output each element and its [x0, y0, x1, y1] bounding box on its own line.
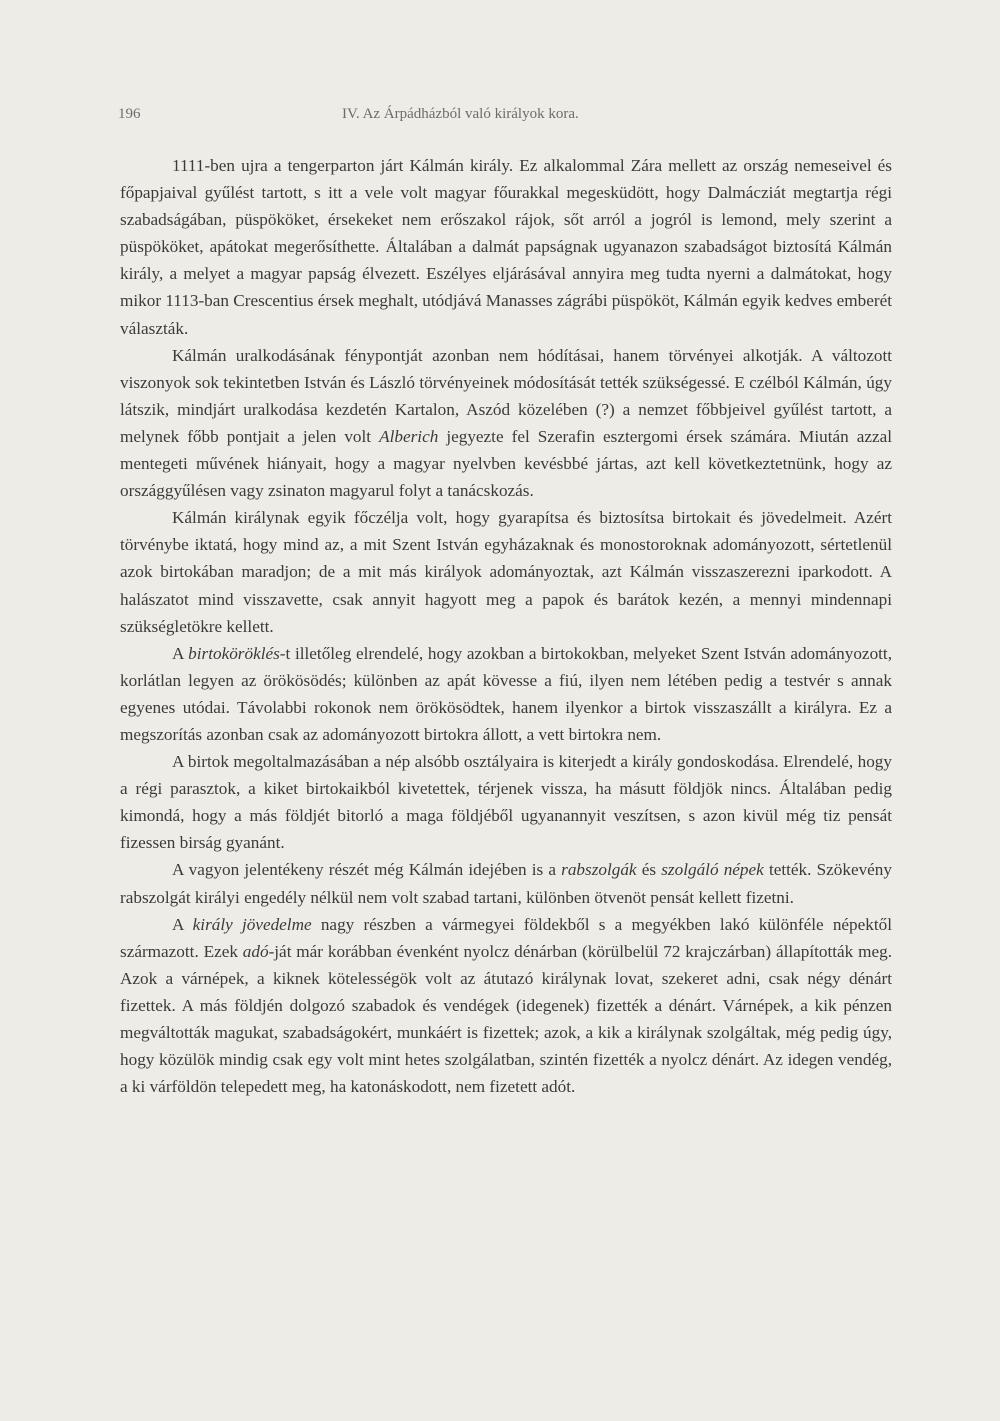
paragraph-1 [120, 152, 892, 342]
paragraph-text: 1111-ben ujra a tengerparton járt Kálmán király. Ez alkalommal Zára mellett az ország nemeseivel és főpapjaival gyűlést tartott, s itt a vele volt magyar főurakkal megesküdött, hogy Dalmácziát megtartja régi szabadságában, püspököket, érsekeket nem erőszakol rájok, sőt arról a jogról is lemond, mely szerint a püspököket, apátokat megerősíthette. Általában a dalmát papságnak ugyanazon szabadságot biztosítá Kálmán király, a melyet a magyar papság élvezett. Eszélyes eljárásával annyira meg tudta nyerni a dalmátokat, hogy mikor 1113-ban Crescentius érsek meghalt, utódjává Manasses zágrábi püspököt, Kálmán egyik kedves emberét választák. [120, 156, 892, 338]
paragraph-4 [120, 640, 892, 748]
paragraph-text: Kálmán uralkodásának fénypontját azonban nem hódításai, hanem törvényei alkotják. A változott viszonyok sok tekintetben István és László törvényeinek módosítását tették szükségessé. E czélból Kálmán, úgy látszik, mindjárt uralkodása kezdetén Kartalon, Aszód közelében (?) a nemzet főbbjeivel gyűlést tartott, a melynek főbb pontjait a jelen volt [120, 345, 892, 446]
paragraph-5 [120, 748, 892, 856]
italic-term: birtoköröklés [188, 643, 280, 663]
paragraph-text: Kálmán királynak egyik főczélja volt, hogy gyarapítsa és biztosítsa birtokait és jövedelmeit. Azért törvénybe iktatá, hogy mind az, a mit Szent István egyházaknak és monostoroknak adományozott, sértetlenül azok birtokában maradjon; de a mit más királyok adományoztak, azt Kálmán visszaszerezni iparkodott. A halászatot mind visszavette, csak annyit hagyott meg a papok és barátok kezén, a mennyi mindennapi szükségletökre kellett. [120, 508, 892, 636]
paragraph-text: és [636, 860, 662, 880]
paragraph-text: nagy részben a vármegyei földekből s a megyékben lakó különféle népektől származott. Ezek [120, 914, 893, 961]
paragraph-text: -ját már korábban évenként nyolcz dénárban (körülbelül 72 krajczárban) állapították meg. Azok a várnépek, a kiknek kötelességök volt az átutazó királynak lovat, szekeret adni, csak négy dénárt fizettek. A más földjén dolgozó szabadok és vendégek (idegenek) fizették a dénárt. Várnépek, a kik pénzen megváltották magukat, szabadságokért, munkáért is fizettek; azok, a kik a királynak szolgáltak, még pedig úgy, hogy közülök mindig csak egy volt mint hetes szolgálatban, szintén fizették a nyolcz dénárt. Az idegen vendég, a ki várföldön telepedett meg, ha katonáskodott, nem fizetett adót. [120, 941, 893, 1097]
paragraph-7 [120, 911, 892, 1101]
paragraph-text: A vagyon jelentékeny részét még Kálmán idejében is a [172, 860, 562, 880]
paragraph-2 [120, 342, 892, 505]
paragraph-text: tették. Szökevény rabszolgát királyi engedély nélkül nem volt szabad tartani, különben ötvenöt pensát kellett fizetni. [120, 860, 892, 907]
italic-term: rabszolgák [561, 860, 637, 880]
paragraph-6 [120, 856, 892, 910]
paragraph-text: A birtok megoltalmazásában a nép alsóbb osztályaira is kiterjedt a király gondoskodása. Elrendelé, hogy a régi parasztok, a kiket birtokaikból kivetettek, térjenek vissza, ha másutt földjök nincs. Általában pedig kimondá, hogy a más földjét bitorló a maga földjéből ugyanannyit veszítsen, s azon kivül még tiz pensát fizessen birság gyanánt. [120, 752, 892, 853]
italic-term: király jövedelme [192, 914, 312, 934]
paragraph-text: A [172, 914, 193, 934]
page-number: 196 [118, 106, 141, 122]
italic-term: szolgáló népek [661, 860, 764, 880]
page-header [118, 106, 718, 130]
paragraph-text: jegyezte fel Szerafin esztergomi érsek számára. Miután azzal mentegeti művének hiányait, hogy a magyar nyelvben kevésbbé jártas, azt kell következtetnünk, hogy az országgyűlésen vagy zsinaton magyarul folyt a tanácskozás. [120, 426, 893, 501]
italic-term: Alberich [379, 426, 439, 446]
body-text [120, 152, 892, 1100]
paragraph-text: -t illetőleg elrendelé, hogy azokban a birtokokban, melyeket Szent István adományozott, korlátlan legyen az örökösödés; különben az apát kövesse a fiú, ilyen nem létében pedig a testvér s annak egyenes utódai. Távolabbi rokonok nem örökösödtek, hanem ilyenkor a birtok visszaszállt a királyra. Ez a megszorítás azonban csak az adományozott birtokra állott, a vett birtokra nem. [120, 643, 893, 744]
paragraph-3 [120, 504, 892, 639]
italic-term: adó [242, 941, 269, 961]
paragraph-text: A [172, 643, 189, 663]
running-head: IV. Az Árpádházból való királyok kora. [342, 106, 579, 122]
